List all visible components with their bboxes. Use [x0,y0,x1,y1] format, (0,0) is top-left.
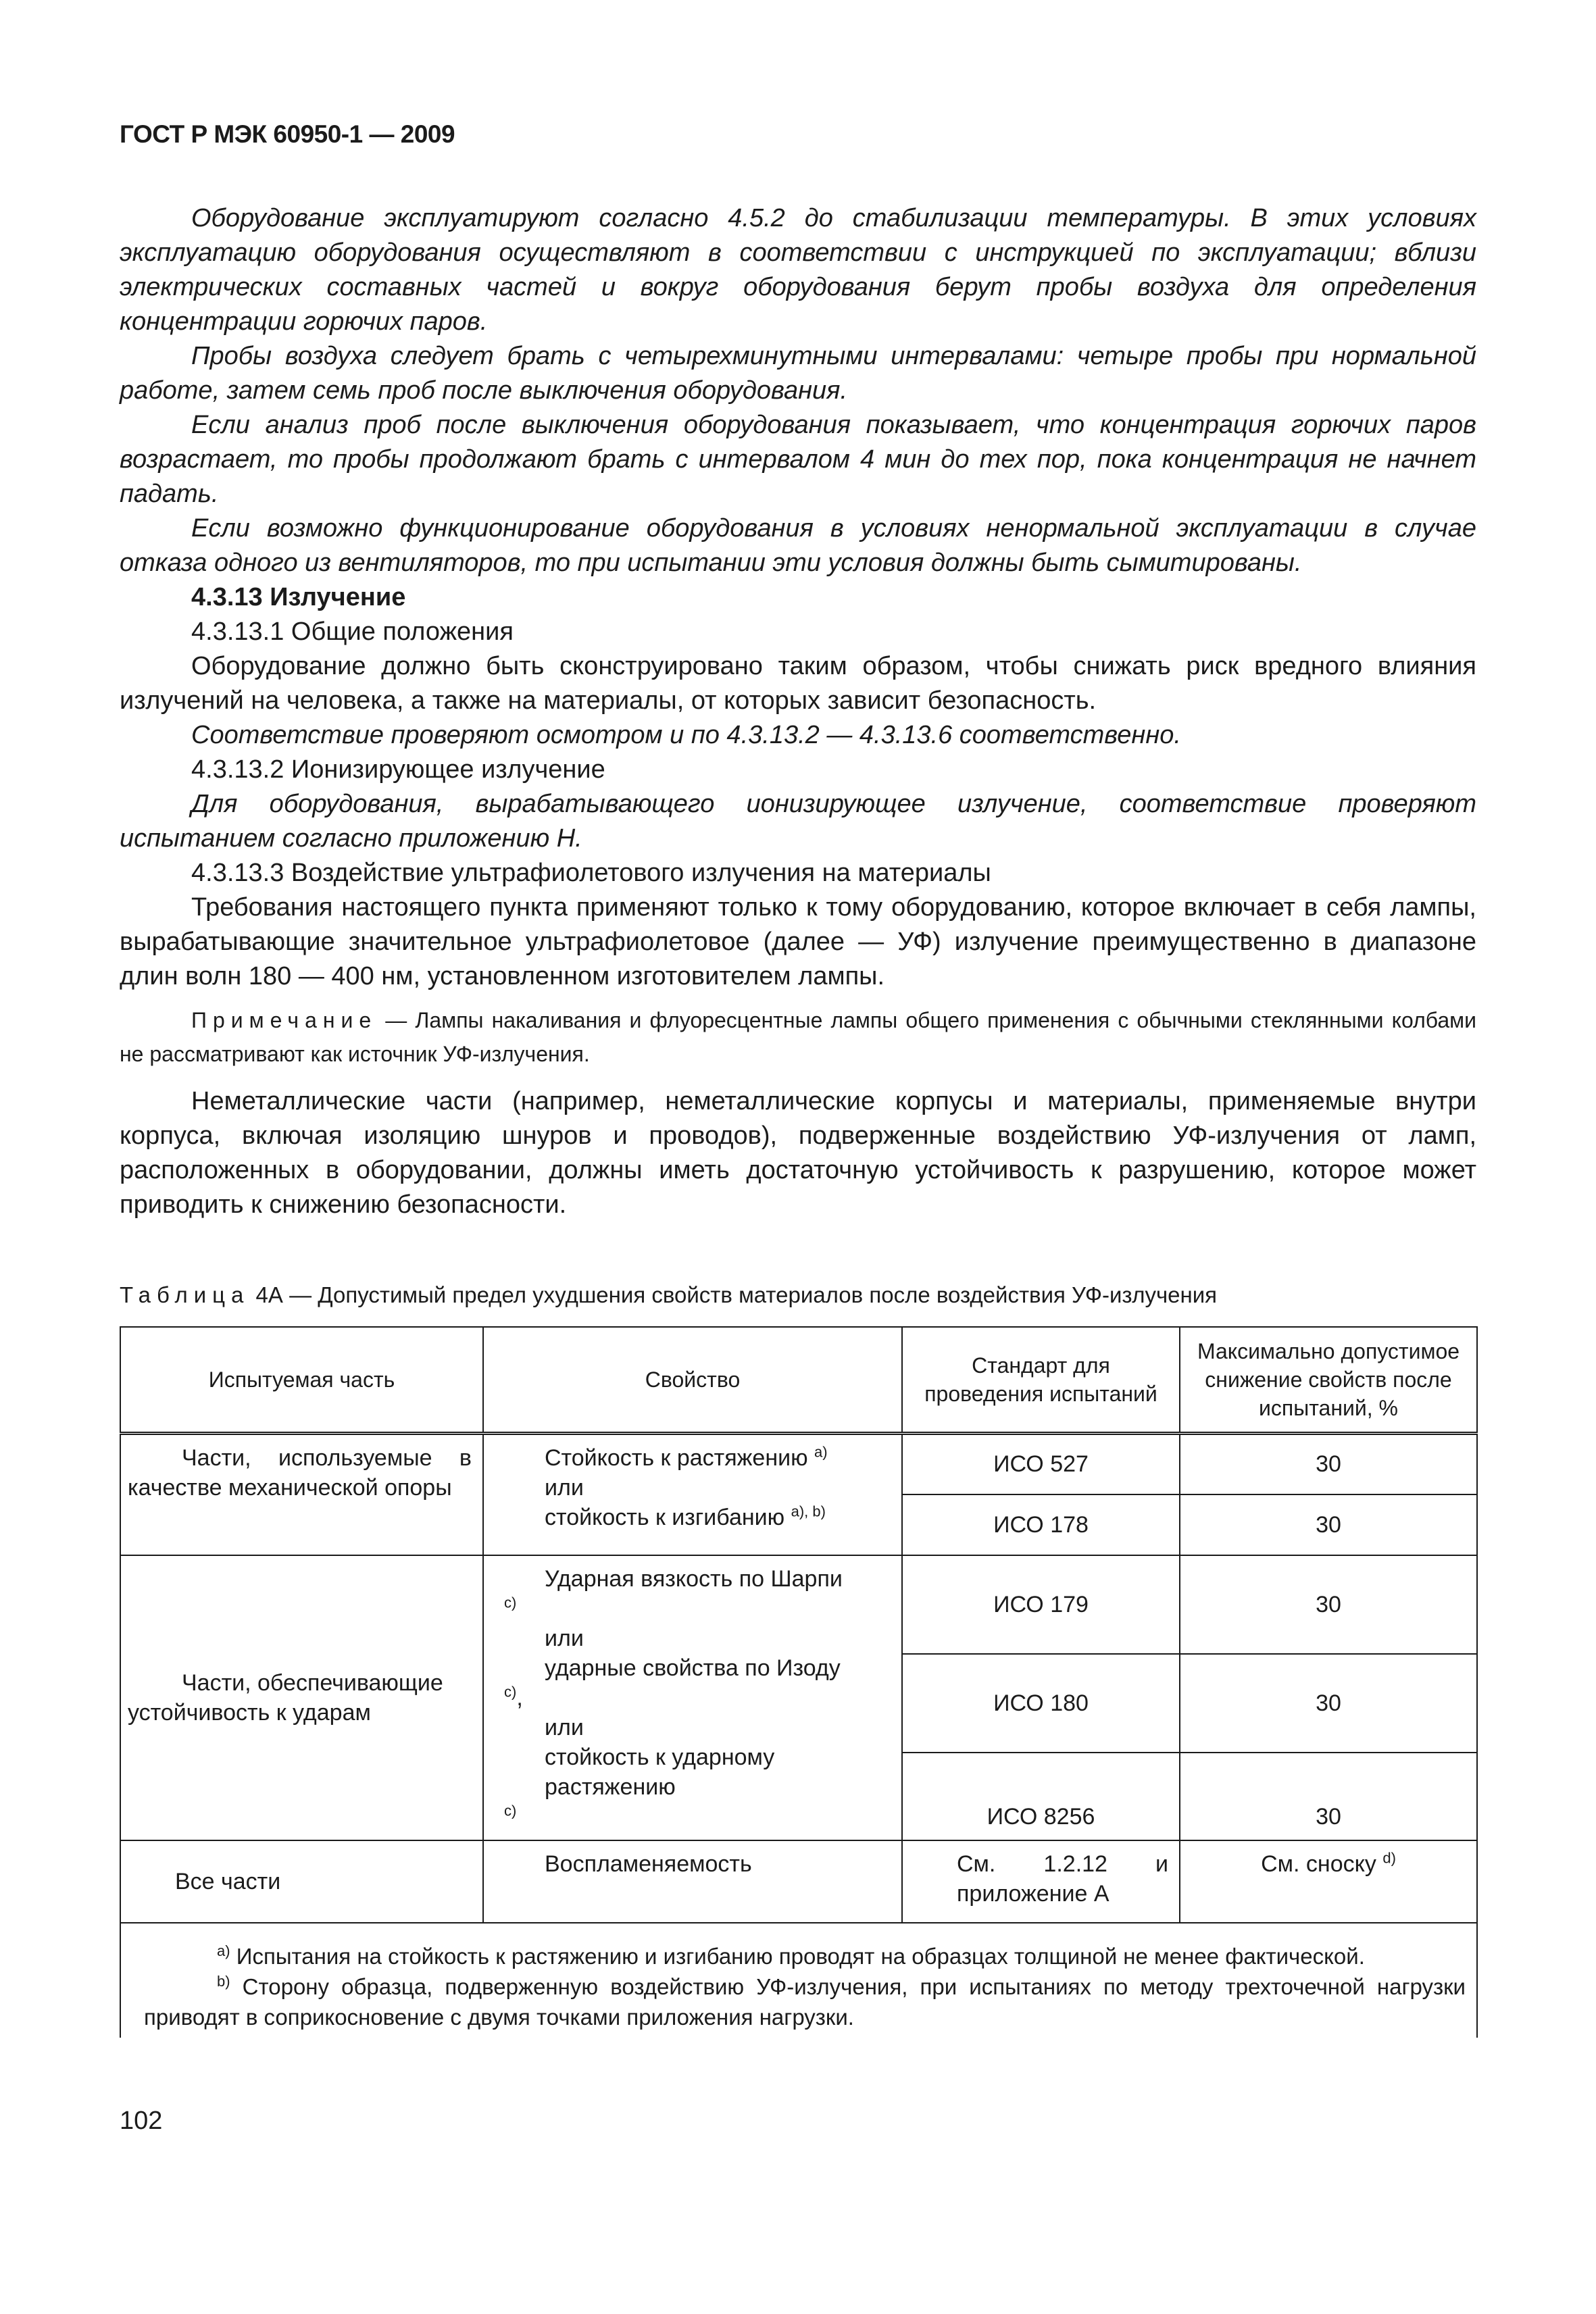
paragraph: Требования настоящего пункта применяют только к тому оборудованию, которое включает в себя лампы, вырабатывающие значительное ультрафиолетовое (далее — УФ) излучение преимущественно в диапазоне длин волн 180 — 400 нм, установленном изготовителем лампы. [120,893,1476,990]
cell-standard: См. 1.2.12 и приложение А [902,1840,1180,1923]
table-row [120,1555,1477,1654]
cell-property: Воспламеняемость [483,1840,902,1923]
cell-value: 30 [1180,1434,1477,1494]
header-part: Испытуемая часть [120,1327,483,1434]
subsection-heading: 4.3.13.2 Ионизирующее излучение [191,755,605,784]
header-standard: Стандарт для проведения испытаний [902,1327,1180,1434]
paragraph: Пробы воздуха следует брать с четырехминутными интервалами: четыре пробы при нормальной работе, затем семь проб после выключения оборудования. [120,342,1476,405]
table-caption-label: Таблица [120,1282,250,1307]
paragraph: Если анализ проб после выключения оборудования показывает, что концентрация горючих паров возрастает, то пробы продолжают брать с интервалом 4 мин до тех пор, пока концентрация не начнет падать. [120,411,1476,508]
cell-value: 30 [1180,1753,1477,1840]
paragraph: Оборудование эксплуатируют согласно 4.5.2 до стабилизации температуры. В этих условиях эксплуатацию оборудования осуществляют в соответствии с инструкцией по эксплуатации; вблизи электрических составных частей и вокруг оборудования берут пробы воздуха для определения концентрации горючих паров. [120,204,1476,336]
table-caption [120,1282,1217,1308]
footnote-b: $^{b)}$ Сторону образца, подверженную воздействию УФ-излучения, при испытаниях по методу трехточечной нагрузки приводят в соприкосновение с двумя точками приложения нагрузки. [144,1972,1466,2030]
uv-degradation-table [120,1326,1478,2038]
cell-value: 30 [1180,1555,1477,1654]
table-footnotes [120,1923,1477,2038]
cell-standard: ИСО 8256 [902,1753,1180,1840]
cell-property: Стойкость к растяжению $^{a)}$ или стойкость к изгибанию $^{a), b)}$ [483,1434,902,1555]
main-text [120,201,1476,1222]
table-caption-text: 4А — Допустимый предел ухудшения свойств материалов после воздействия УФ-излучения [249,1282,1218,1307]
paragraph: Соответствие проверяют осмотром и по 4.3.13.2 — 4.3.13.6 соответственно. [191,721,1181,749]
cell-part: Все части [120,1840,483,1923]
note-label: Примечание [191,1008,378,1032]
table-row [120,1434,1477,1494]
header-max-reduction: Максимально допустимое снижение свойств после испытаний, % [1180,1327,1477,1434]
cell-part: Части, используемые в качестве механической опоры [120,1434,483,1555]
cell-value: См. сноску $^{d)}$ [1180,1840,1477,1923]
note-text: — Лампы накаливания и флуоресцентные лампы общего применения с обычными стеклянными колбами не рассматривают как источник УФ-излучения. [120,1008,1476,1066]
page-number: 102 [120,2107,163,2135]
cell-value: 30 [1180,1494,1477,1555]
cell-standard: ИСО 179 [902,1555,1180,1654]
header-property: Свойство [483,1327,902,1434]
paragraph: Для оборудования, вырабатывающего ионизирующее излучение, соответствие проверяют испытанием согласно приложению Н. [120,790,1476,853]
note [120,1003,1476,1071]
subsection-heading: 4.3.13.1 Общие положения [191,618,514,646]
section-heading: 4.3.13 Излучение [191,583,406,611]
cell-property: Ударная вязкость по Шарпи $^{c)}$ или ударные свойства по Изоду $^{c)}$, или стойкость к ударному растяжению $^{c)}$ [483,1555,902,1840]
cell-standard: ИСО 178 [902,1494,1180,1555]
cell-standard: ИСО 180 [902,1654,1180,1753]
cell-standard: ИСО 527 [902,1434,1180,1494]
footnote-a: $^{a)}$ Испытания на стойкость к растяжению и изгибанию проводят на образцах толщиной не менее фактической. [217,1942,1365,1969]
table-row [120,1840,1477,1923]
cell-part: Части, обеспечивающие устойчивость к ударам [120,1555,483,1840]
paragraph: Оборудование должно быть сконструировано таким образом, чтобы снижать риск вредного влияния излучений на человека, а также на материалы, от которых зависит безопасность. [120,652,1476,715]
paragraph: Если возможно функционирование оборудования в условиях ненормальной эксплуатации в случае отказа одного из вентиляторов, то при испытании эти условия должны быть сымитированы. [120,514,1476,577]
paragraph: Неметаллические части (например, неметаллические корпусы и материалы, применяемые внутри корпуса, включая изоляцию шнуров и проводов), подверженные воздействию УФ-излучения от ламп, расположенных в оборудовании, должны иметь достаточную устойчивость к разрушению, которое может приводить к снижению безопасности. [120,1087,1476,1219]
footnotes-cell [120,1923,1477,2038]
document-header: ГОСТ Р МЭК 60950-1 — 2009 [120,120,455,148]
table-header-row [120,1327,1477,1434]
subsection-heading: 4.3.13.3 Воздействие ультрафиолетового излучения на материалы [191,859,991,887]
cell-value: 30 [1180,1654,1477,1753]
